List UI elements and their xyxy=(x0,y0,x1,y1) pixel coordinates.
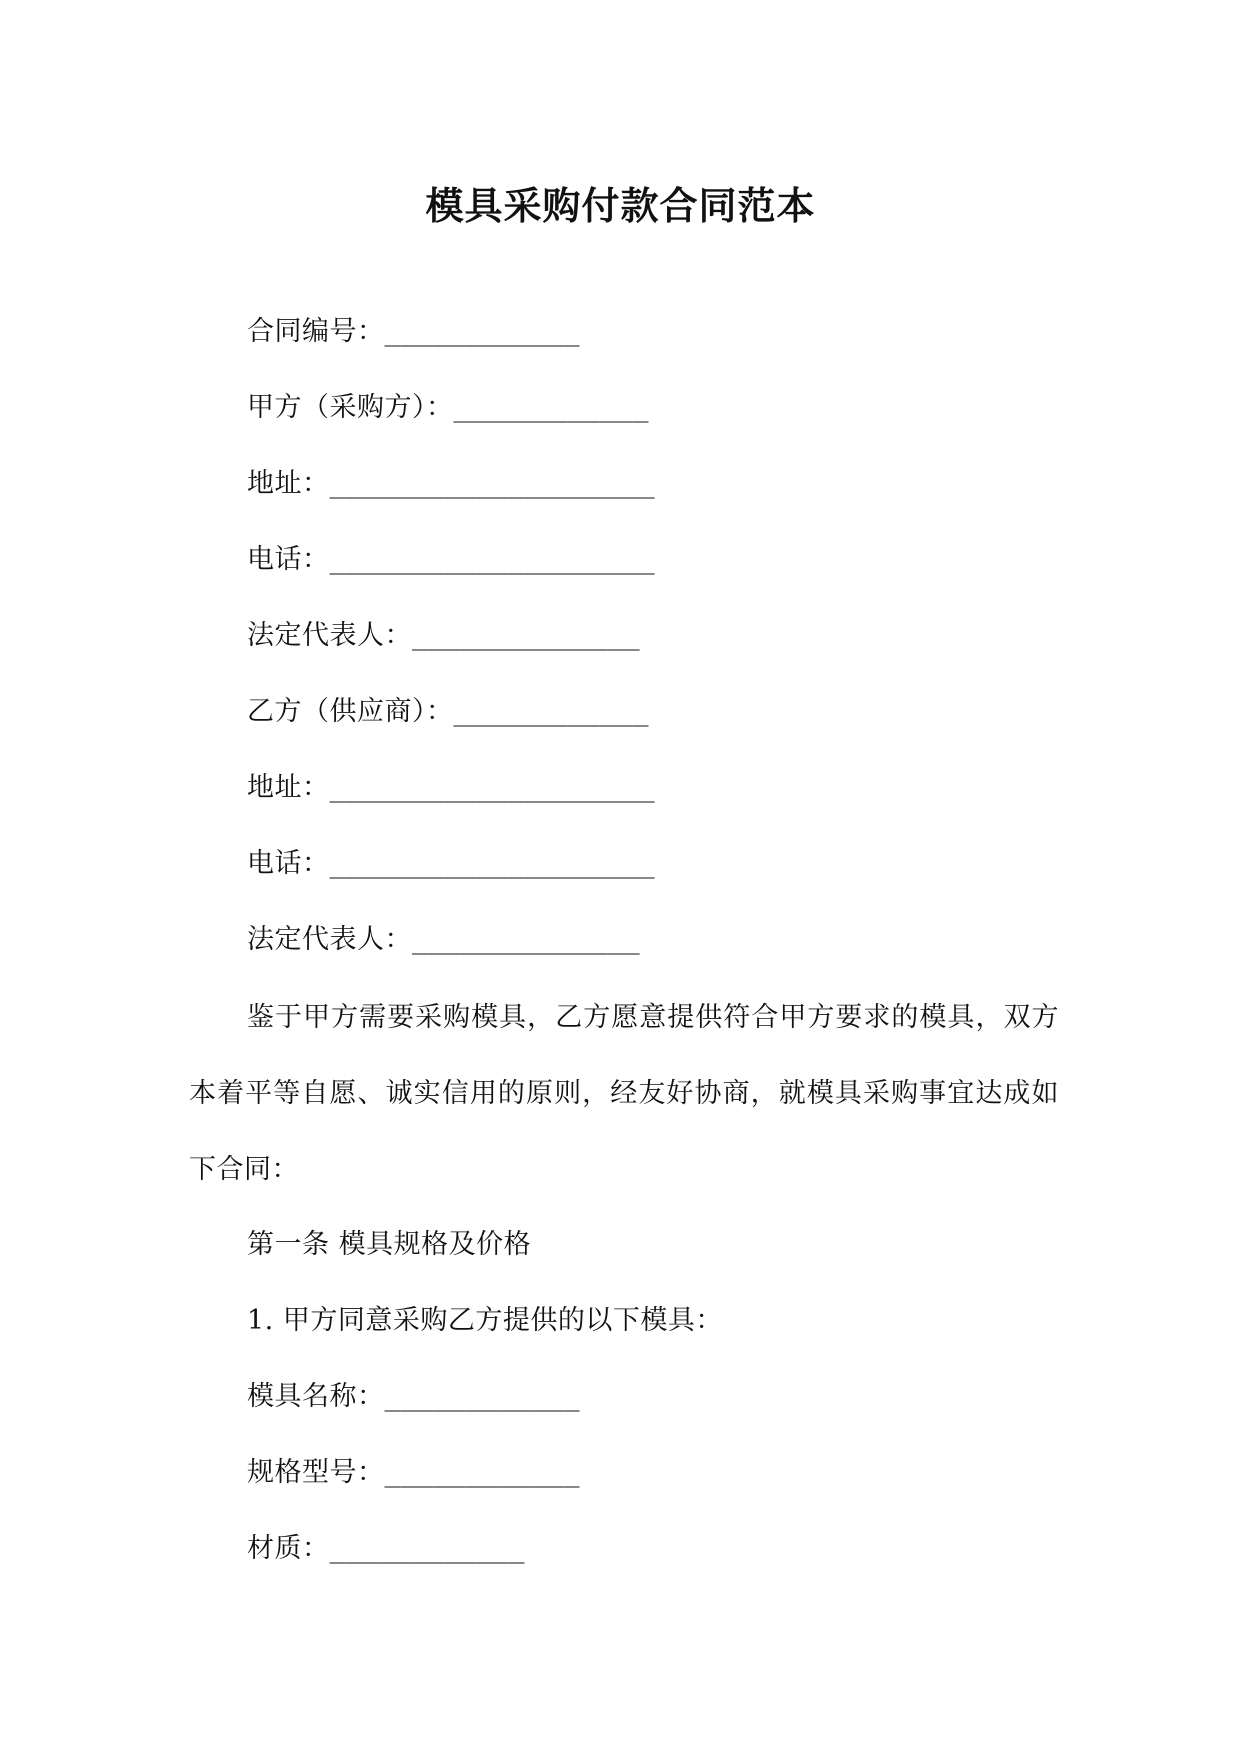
field-label: 地址： xyxy=(247,468,330,499)
fill-blank: ____________ xyxy=(453,696,649,727)
fill-blank: ____________ xyxy=(453,392,649,423)
field-spec-model xyxy=(247,1453,580,1493)
field-label: 乙方（供应商）： xyxy=(247,696,454,727)
fill-blank: ____________ xyxy=(384,1457,580,1488)
fill-blank: ____________________ xyxy=(329,468,655,499)
field-party-b xyxy=(247,692,649,732)
article-1-item-1: 1. 甲方同意采购乙方提供的以下模具： xyxy=(247,1305,723,1336)
fill-blank: ____________________ xyxy=(329,544,655,575)
fill-blank: ______________ xyxy=(412,620,640,651)
fill-blank: ____________________ xyxy=(329,772,655,803)
field-label: 材质： xyxy=(247,1533,330,1564)
fill-blank: ____________ xyxy=(384,1381,580,1412)
field-party-a-address xyxy=(247,464,655,504)
field-label: 电话： xyxy=(247,544,330,575)
article-1-heading: 第一条 模具规格及价格 xyxy=(247,1229,532,1260)
field-label: 甲方（采购方）： xyxy=(247,392,454,423)
field-label: 法定代表人： xyxy=(247,620,412,651)
field-material xyxy=(247,1529,525,1569)
field-party-a-representative xyxy=(247,616,640,656)
fill-blank: ____________ xyxy=(329,1533,525,1564)
document-title: 模具采购付款合同范本 xyxy=(425,183,816,228)
preamble-paragraph: 鉴于甲方需要采购模具，乙方愿意提供符合甲方要求的模具，双方本着平等自愿、诚实信用的原则，经友好协商，就模具采购事宜达成如下合同： xyxy=(189,1002,1059,1185)
fill-blank: ______________ xyxy=(412,924,640,955)
field-party-a-phone xyxy=(247,540,655,580)
field-party-b-phone xyxy=(247,844,655,884)
fill-blank: ____________ xyxy=(384,316,580,347)
field-party-a xyxy=(247,388,649,428)
field-party-b-address xyxy=(247,768,655,808)
field-party-b-representative xyxy=(247,920,640,960)
field-label: 合同编号： xyxy=(247,316,385,347)
field-label: 电话： xyxy=(247,848,330,879)
field-mold-name xyxy=(247,1377,580,1417)
field-label: 规格型号： xyxy=(247,1457,385,1488)
field-label: 地址： xyxy=(247,772,330,803)
fill-blank: ____________________ xyxy=(329,848,655,879)
field-label: 法定代表人： xyxy=(247,924,412,955)
field-contract-number xyxy=(247,312,580,352)
field-label: 模具名称： xyxy=(247,1381,385,1412)
